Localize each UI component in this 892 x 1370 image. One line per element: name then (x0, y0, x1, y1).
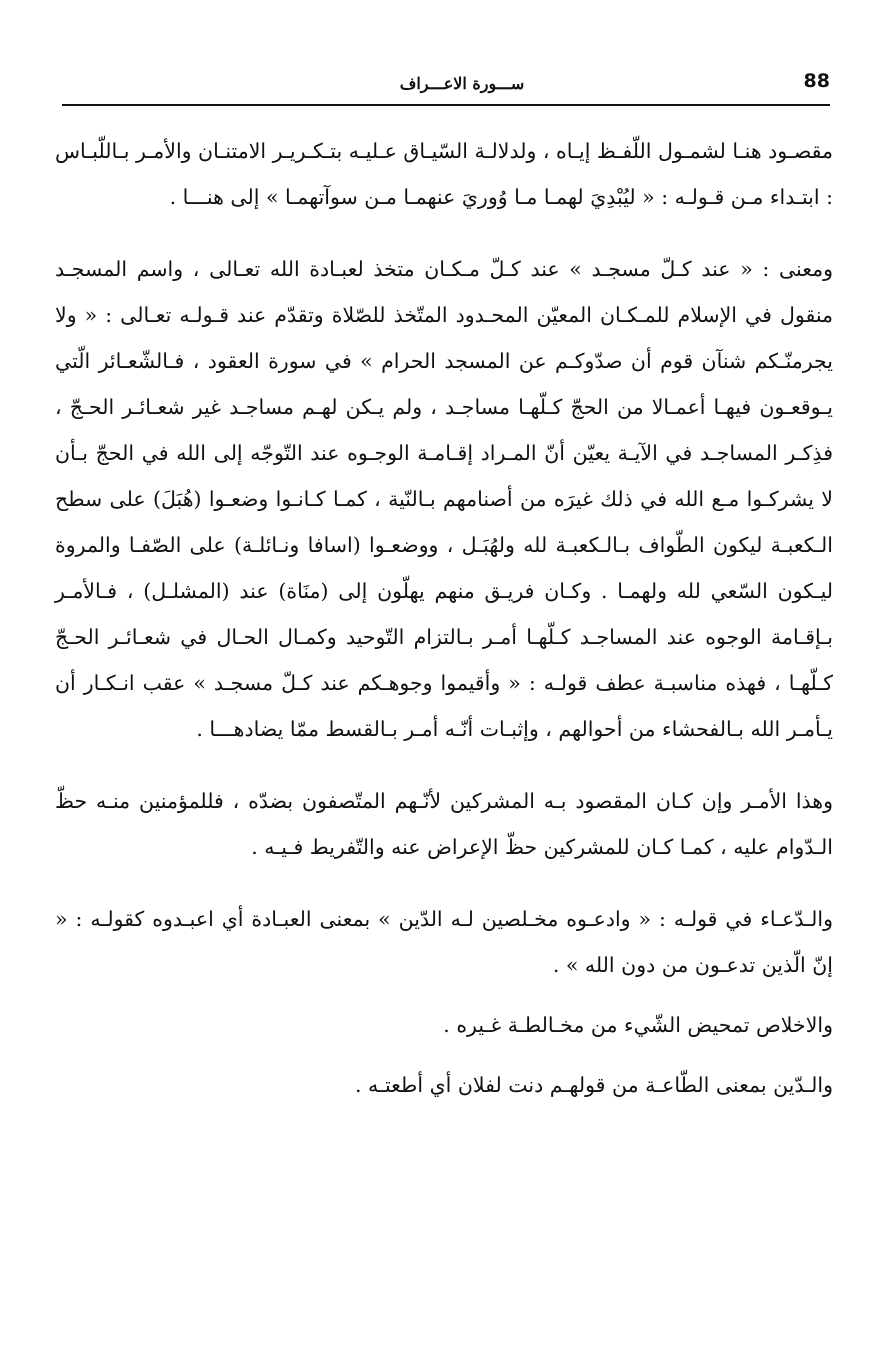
page-header (62, 68, 830, 106)
header-rule (62, 104, 830, 106)
paragraph-1: مقصـود هنـا لشمـول اللّفـظ إيـاه ، ولدلالـة السّيـاق عـليـه بتـكـريـر الامتنـان والأمـر بـاللّبـاس : ابتـداء مـن قـولـه : « ليُبْدِيَ لهمـا مـا وُوريَ عنهمـا مـن سوآتهمـا » إلى هنـــا . (54, 139, 833, 209)
paragraph-4: والـدّعـاء في قولـه : « وادعـوه مخـلصين لـه الدّين » بمعنى العبـادة أي اعبـدوه كقولـه : « إنّ الّذين تدعـون من دون الله » . (55, 907, 833, 977)
page-body (55, 128, 833, 1108)
page-number: 88 (803, 70, 830, 92)
paragraph-6: والـدّين بمعنى الطّاعـة من قولهـم دنت لفلان أي أطعتـه . (354, 1073, 833, 1097)
paragraph-3: وهذا الأمـر وإن كـان المقصود بـه المشركين لأنّـهم المتّصفون بضدّه ، فللمؤمنين منـه حظّ الـدّوام عليه ، كمـا كـان للمشركين حظّ الإعراض عنه والتّفريط فـيـه . (55, 789, 833, 859)
paragraph-5: والاخلاص تمحيض الشّيء من مخـالطـة غـيره . (443, 1013, 833, 1037)
surah-title: ســـورة الاعـــراف (399, 74, 525, 93)
paragraph-2: ومعنى : « عند كـلّ مسجـد » عند كـلّ مـكـان متخذ لعبـادة الله تعـالى ، واسم المسجـد منقول في الإسلام للمـكـان المعيّن المحـدود المتّخذ للصّلاة وتقدّم عند قـولـه تعـالى : « ولا يجرمنّـكم شنآن قوم أن صدّوكـم عن المسجد الحرام » في سورة العقود ، فـالشّعـائر الّتي يـوقعـون فيهـا أعمـالا من الحجّ كـلّهـا مساجـد ، ولم يـكن لهـم مساجـد غير شعـائـر الحـجّ ، فذِكـر المساجـد في الآيـة يعيّن أنّ المـراد إقـامـة الوجـوه عند التّوجّه إلى الله في الحجّ بـأن لا يشركـوا مـع الله في ذلك غيرَه من أصنامهم بـالنّية ، كمـا كـانـوا وضعـوا (هُبَلَ) على سطح الـكعبـة ليكون الطّواف بـالـكعبـة لله ولهُبَـل ، ووضعـوا (اسافا ونـائلـة) على الصّفـا والمروة ليـكون السّعي لله ولهمـا . وكـان فريـق منهم يهلّون إلى (منَاة) عند (المشلـل) ، فـالأمـر بـإقـامة الوجوه عند المساجـد كـلّهـا أمـر بـالتزام التّوحيد وكمـال الحـال في شعـائـر الحـجّ كـلّهـا ، فهذه مناسبـة عطف قولـه : « وأقيموا وجوهـكم عند كـلّ مسجـد » عقب انـكـار أن يـأمـر الله بـالفحشاء من أحوالهم ، وإثبـات أنّـه أمـر بـالقسط ممّا يضادهـــا . (55, 257, 833, 741)
